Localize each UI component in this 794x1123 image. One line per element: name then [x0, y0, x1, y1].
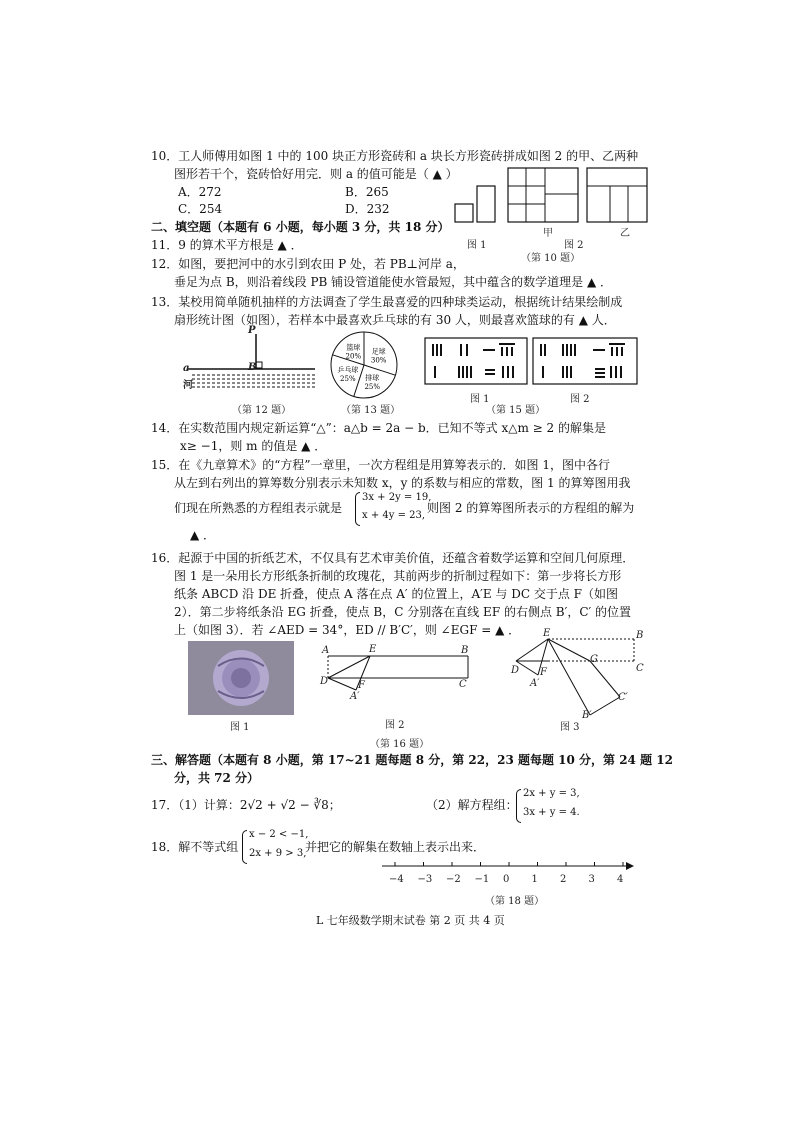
section3-heading-line2: 分，共 72 分） [174, 771, 260, 785]
rose-photo [188, 641, 294, 715]
pie-value-label: 25% [340, 375, 356, 384]
shape-yi [587, 168, 647, 222]
q15-eq1: 3x + 2y = 19, [362, 492, 432, 503]
pie-category-label: 足球 [371, 347, 386, 356]
arrow-right-icon [626, 862, 634, 870]
q17-part2: （2）解方程组： [426, 798, 518, 812]
q16-line2: 图 1 是一朵用长方形纸条折制的玫瑰花，其前两步的折制过程如下：第一步将长方形 [174, 569, 622, 583]
q15-fig2-caption: 图 2 [570, 394, 590, 405]
number-line-tick-label: −3 [417, 874, 433, 885]
q16-fig3-label-b: B [636, 630, 644, 641]
q18-caption: （第 18 题） [485, 896, 545, 907]
q16-fig2-label-f: F [358, 680, 365, 691]
pie-value-label: 25% [364, 383, 381, 392]
q12-line2: 垂足为点 B，则沿着线段 PB 铺设管道能使水管最短，其中蕴含的数学道理是 ▲ ． [174, 275, 613, 289]
number-line-tick-label: 0 [503, 874, 510, 885]
square-tile [455, 204, 473, 222]
page-footer: L 七年级数学期末试卷 第 2 页 共 4 页 [316, 914, 505, 927]
q10-line1: 10．工人师傅用如图 1 中的 100 块正方形瓷砖和 a 块长方形瓷砖拼成如图 2 的甲、乙两种 [151, 149, 639, 163]
q10-option-d: D．232 [345, 202, 390, 216]
q16-fig3-label-c1: C′ [618, 692, 628, 703]
q16-caption: （第 16 题） [370, 739, 430, 750]
q12-label-b: B [248, 362, 257, 373]
q12-label-a: a [183, 363, 190, 374]
number-line-tick-label: 1 [531, 874, 538, 885]
q16-fig3 [508, 635, 644, 723]
q16-line1: 16．起源于中国的折纸艺术，不仅具有艺术审美价值，还蕴含着数学运算和空间几何原理． [151, 551, 635, 565]
q16-fig2-label-a1: A′ [350, 691, 360, 702]
q14-line1: 14．在实数范围内规定新运算“△”：a△b = 2a − b．已知不等式 x△m ≥ 2 的解集是 [151, 421, 606, 435]
q15-line2: 从左到右列出的算筹数分别表示未知数 x，y 的系数与相应的常数，图 1 的算筹图用我 [174, 476, 631, 490]
section2-heading: 二、填空题（本题有 6 小题，每小题 3 分，共 18 分） [151, 220, 450, 234]
q13-pie-chart [322, 330, 406, 400]
q10-fig2-caption: 图 2 [564, 240, 584, 251]
q17-part1: 17．（1）计算：2√2 + √2 − ∛8； [151, 798, 341, 812]
q16-fig2-label-c: C [459, 679, 467, 690]
number-line-tick-label: 3 [588, 874, 595, 885]
number-line-tick-label: −4 [389, 874, 404, 885]
q16-line5: 上（如图 3）．若 ∠AED = 34°，ED // B′C′，则 ∠EGF = ▲ ． [174, 623, 521, 637]
q10-line2: 图形若干个，瓷砖恰好用完．则 a 的值可能是（ ▲ ） [174, 167, 458, 181]
pie-category-label: 乒乓球 [337, 366, 359, 375]
q10-option-b: B．265 [345, 185, 389, 199]
q15-brace [355, 492, 360, 526]
q16-fig2-label-e: E [369, 644, 377, 655]
q10-caption: （第 10 题） [521, 253, 581, 264]
q18-text-b: 并把它的解集在数轴上表示出来． [305, 840, 486, 854]
q16-fig2-label-d: D [320, 676, 329, 687]
number-line [380, 860, 635, 872]
q16-fig3-label-a1: A′ [530, 678, 540, 689]
q13-line1: 13．某校用简单随机抽样的方法调查了学生最喜爱的四种球类运动，根据统计结果绘制成 [151, 295, 623, 309]
q15-line1: 15．在《九章算术》的“方程”一章里，一次方程组是用算筹表示的．如图 1，图中各行 [151, 458, 610, 472]
q15-eq2: x + 4y = 23, [362, 510, 426, 521]
q16-fig2 [318, 648, 478, 704]
pie-value-label: 20% [345, 352, 362, 361]
q10-option-a: A．272 [178, 185, 222, 199]
section3-heading-line1: 三、解答题（本题有 8 小题，第 17~21 题每题 8 分，第 22，23 题每题 10 分，第 24 题 12 [151, 753, 673, 767]
q15-fig1-caption: 图 1 [470, 394, 490, 405]
number-line-tick-label: −1 [474, 874, 490, 885]
q18-brace [242, 830, 247, 864]
q11: 11．9 的算术平方根是 ▲ ． [151, 238, 303, 252]
q16-fig3-label-c: C [636, 663, 644, 674]
shape-jia [508, 168, 578, 222]
q15-counting-rods [423, 336, 639, 386]
q10-label-jia: 甲 [543, 228, 553, 239]
q16-fig3-label-f: F [540, 667, 547, 678]
number-line-tick-label: −2 [446, 874, 461, 885]
q16-line3: 纸条 ABCD 沿 DE 折叠，使点 A 落在点 A′ 的位置上，A′E 与 DC 交于点 F（如图 [174, 587, 619, 601]
rectangle-tile [477, 186, 495, 222]
q13-line2: 扇形统计图（如图），若样本中最喜欢乒乓球的有 30 人，则最喜欢篮球的有 ▲ 人． [174, 313, 616, 327]
pie-category-label: 排球 [365, 374, 380, 383]
pie-value-label: 30% [370, 356, 387, 365]
q16-fig3-label-g: G [590, 654, 598, 665]
pie-category-label: 篮球 [346, 343, 361, 352]
q16-fig1-caption: 图 1 [230, 722, 250, 733]
q12-label-river: 河 [183, 380, 193, 391]
q13-caption: （第 13 题） [341, 405, 401, 416]
q10-option-c: C．254 [178, 202, 223, 216]
q17-brace [516, 789, 521, 823]
q15-line3a: 们现在所熟悉的方程组表示就是 [174, 501, 343, 515]
q16-fig2-caption: 图 2 [385, 720, 405, 731]
q17-eq1: 2x + y = 3, [523, 788, 580, 799]
q10-fig1-caption: 图 1 [467, 240, 487, 251]
q16-fig3-label-e: E [543, 628, 551, 639]
q16-fig3-caption: 图 3 [560, 722, 580, 733]
q15-line3b: 则图 2 的算筹图所表示的方程组的解为 [427, 501, 635, 515]
number-line-tick-label: 2 [560, 874, 567, 885]
q15-line4: ▲ ． [190, 528, 216, 542]
q14-line2: x≥ −1，则 m 的值是 ▲ ． [180, 439, 327, 453]
q15-caption: （第 15 题） [486, 405, 546, 416]
q12-caption: （第 12 题） [232, 405, 292, 416]
q17-eq2: 3x + y = 4. [523, 807, 580, 818]
q16-fig3-label-b1: B′ [582, 710, 592, 721]
q12-label-p: P [248, 325, 256, 336]
number-line-tick-label: 4 [617, 874, 624, 885]
q16-line4: 2）．第二步将纸条沿 EG 折叠，使点 B，C 分别落在直线 EF 的右侧点 B′，C′ 的位置 [174, 605, 632, 619]
q18-eq2: 2x + 9 > 3, [249, 848, 307, 859]
q16-fig2-label-b: B [461, 645, 469, 656]
q16-fig2-label-a: A [322, 645, 330, 656]
q12-line1: 12．如图，要把河中的水引到农田 P 处，若 PB⊥河岸 a， [151, 257, 465, 271]
q16-fig3-label-d: D [511, 665, 520, 676]
q10-label-yi: 乙 [620, 228, 630, 239]
q18-text-a: 18．解不等式组 [151, 840, 239, 854]
q18-eq1: x − 2 < −1, [249, 829, 309, 840]
